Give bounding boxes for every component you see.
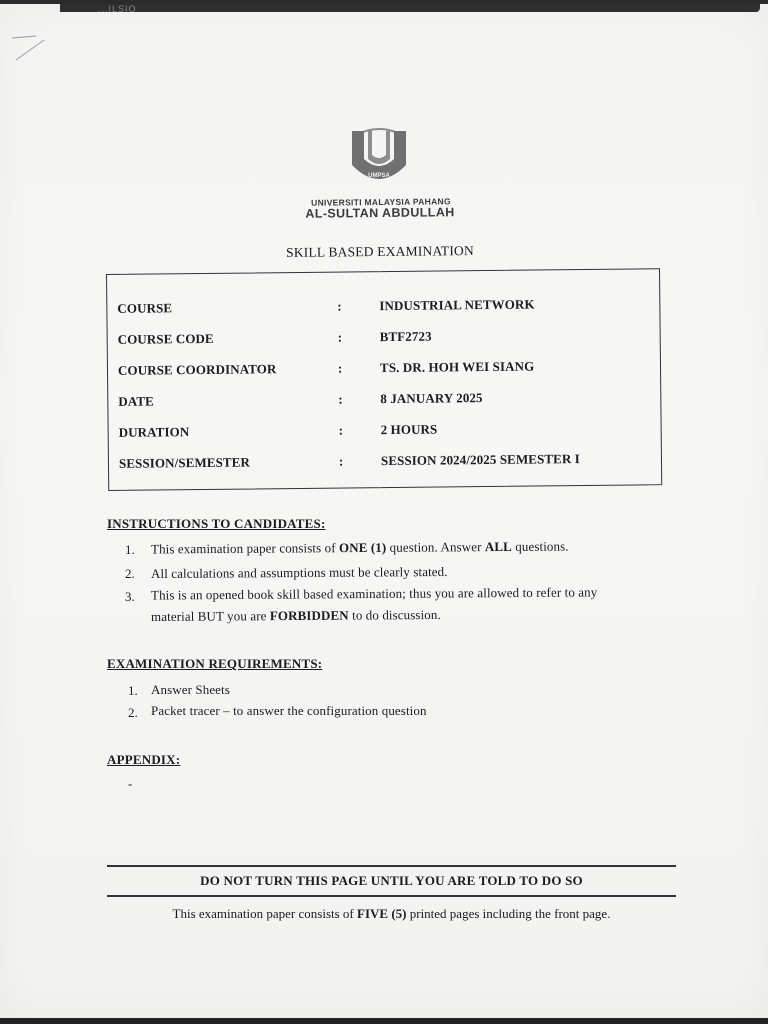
instruction-item-3-continued — [151, 607, 441, 625]
info-value: TS. DR. HOH WEI SIANG — [379, 358, 535, 376]
instruction-item-3 — [151, 584, 597, 603]
info-label: COURSE COORDINATOR — [117, 361, 277, 378]
appendix-content: - — [128, 776, 133, 791]
instruction-text: questions. — [511, 538, 569, 554]
instructions-heading: INSTRUCTIONS TO CANDIDATES: — [107, 516, 326, 531]
instruction-number: 1. — [125, 542, 135, 557]
instruction-emphasis: ONE (1) — [338, 539, 387, 556]
footer-text: printed pages including the front page. — [406, 906, 611, 921]
appendix-heading: APPENDIX: — [107, 752, 181, 767]
page-count-footer — [107, 906, 676, 922]
instruction-emphasis: ALL — [484, 538, 512, 555]
instruction-item-2 — [151, 564, 448, 582]
info-row-session — [119, 450, 649, 476]
pencil-mark-icon — [8, 24, 48, 64]
info-colon: : — [337, 360, 343, 376]
divider-top — [107, 865, 676, 867]
info-row-coordinator — [118, 357, 648, 383]
info-value: 8 JANUARY 2025 — [380, 390, 483, 407]
instruction-text: question. Answer — [386, 539, 485, 555]
top-edge-strip — [60, 4, 760, 12]
footer-text: This examination paper consists of — [172, 906, 358, 921]
university-logo-icon — [350, 121, 408, 193]
requirement-item-1: Answer Sheets — [151, 682, 230, 697]
info-label: SESSION/SEMESTER — [118, 454, 250, 471]
exam-title: SKILL BASED EXAMINATION — [285, 243, 474, 260]
requirement-number: 2. — [128, 705, 138, 720]
instruction-number: 3. — [125, 589, 135, 604]
instruction-text: to do discussion. — [348, 606, 441, 623]
requirements-heading: EXAMINATION REQUIREMENTS: — [107, 656, 323, 671]
instruction-text: material BUT you are — [150, 608, 270, 625]
info-row-date — [118, 388, 648, 414]
exam-paper — [0, 4, 768, 1018]
info-colon: : — [337, 329, 343, 345]
info-label: DURATION — [118, 424, 190, 440]
info-label: COURSE — [117, 300, 173, 316]
info-label: COURSE CODE — [117, 330, 214, 347]
info-colon: : — [338, 422, 344, 438]
instruction-emphasis: FORBIDDEN — [269, 607, 349, 624]
requirement-number: 1. — [128, 683, 138, 698]
course-info-box — [106, 268, 662, 491]
info-value: 2 HOURS — [380, 421, 438, 438]
info-row-duration — [119, 419, 649, 445]
info-value: BTF2723 — [379, 328, 432, 345]
info-row-course-code — [118, 326, 648, 352]
requirement-item-2: Packet tracer – to answer the configuration question — [151, 703, 427, 718]
divider-bottom — [107, 895, 676, 897]
instruction-item-1 — [151, 539, 569, 558]
info-colon: : — [337, 298, 342, 314]
footer-emphasis: FIVE (5) — [357, 906, 407, 921]
instruction-text: This is an opened book skill based examination; thus you are allowed to refer to any — [150, 584, 598, 603]
instruction-number: 2. — [125, 566, 135, 581]
top-edge-text: ...ILSIO — [98, 4, 137, 14]
instruction-text: This examination paper consists of — [150, 540, 340, 557]
bottom-edge-strip — [0, 1018, 768, 1024]
university-name-line1: UNIVERSITI MALAYSIA PAHANG — [311, 196, 451, 208]
logo-text: UMPSA — [368, 173, 390, 179]
info-label: DATE — [118, 393, 154, 409]
info-colon: : — [338, 391, 343, 407]
info-row-course — [117, 295, 647, 321]
info-value: INDUSTRIAL NETWORK — [379, 296, 535, 314]
info-colon: : — [338, 453, 344, 469]
university-name-line2: AL-SULTAN ABDULLAH — [305, 205, 455, 221]
do-not-turn-warning: DO NOT TURN THIS PAGE UNTIL YOU ARE TOLD TO DO SO — [200, 873, 583, 888]
info-value: SESSION 2024/2025 SEMESTER I — [380, 451, 580, 469]
instruction-text: All calculations and assumptions must be clearly stated. — [150, 563, 448, 582]
